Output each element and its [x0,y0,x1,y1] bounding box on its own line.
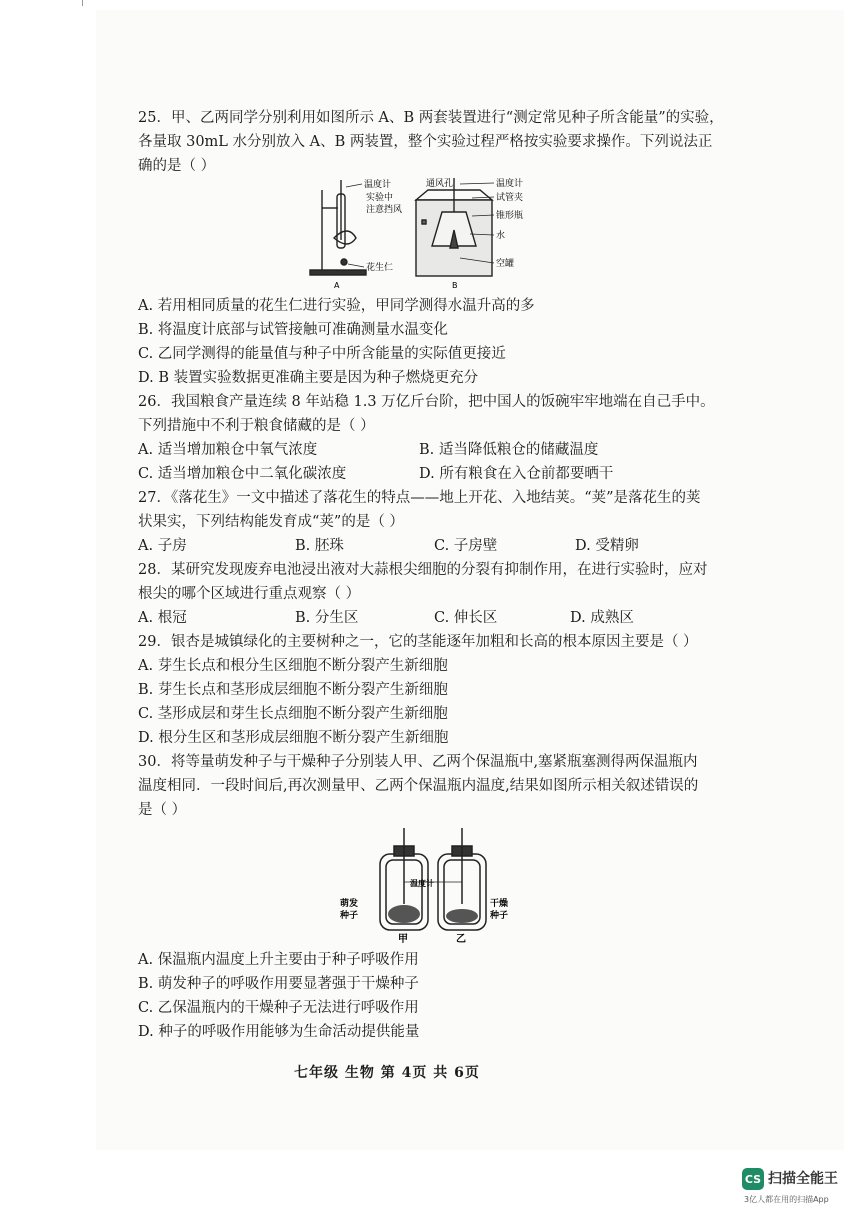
dry-seeds [446,909,478,923]
q25-stem-line3: 确的是（ ） [138,158,216,174]
camscanner-tagline: 3亿人都在用的扫描App [744,1195,829,1204]
apparatus-a [310,180,366,275]
q28-option-c: C. 伸长区 [434,610,498,626]
label-a-thermometer: 温度计 [364,180,392,190]
q28-option-b: B. 分生区 [295,610,359,626]
q28-stem-line2: 根尖的哪个区域进行重点观察（ ） [138,586,361,602]
q27-option-d: D. 受精卵 [575,538,639,554]
label-germinating-1: 萌发 [340,899,359,909]
label-thermometer: 温度计 [410,879,434,888]
scan-speck [82,0,83,6]
label-dry-2: 种子 [490,911,509,921]
label-b-vent: 通风孔 [426,179,454,189]
q26-option-b: B. 适当降低粮仓的储藏温度 [419,442,599,458]
q30-option-a: A. 保温瓶内温度上升主要由于种子呼吸作用 [138,952,419,968]
q25-stem-line1: 25．甲、乙两同学分别利用如图所示 A、B 两套装置进行“测定常见种子所含能量”的实验， [138,110,724,126]
label-a-note2: 注意挡风 [366,205,403,215]
q25-option-d: D. B 装置实验数据更准确主要是因为种子燃烧更充分 [138,370,479,386]
q27-option-a: A. 子房 [138,538,187,554]
label-germinating-2: 种子 [340,911,359,921]
q30-stem-line3: 是（ ） [138,802,187,818]
q30-option-b: B. 萌发种子的呼吸作用要显著强于干燥种子 [138,976,419,992]
q30-stem-line2: 温度相同．一段时间后,再次测量甲、乙两个保温瓶内温度,结果如图所示相关叙述错误的 [138,778,699,794]
q26-option-d: D. 所有粮食在入仓前都要晒干 [419,466,614,482]
q30-stem-line1: 30．将等量萌发种子与干燥种子分别装人甲、乙两个保温瓶中,塞紧瓶塞测得两保温瓶内 [138,754,698,770]
q28-option-d: D. 成熟区 [570,610,634,626]
caption-jia: 甲 [398,934,408,944]
q25-option-a: A. 若用相同质量的花生仁进行实验，甲同学测得水温升高的多 [138,298,535,314]
q29-option-d: D. 根分生区和茎形成层细胞不断分裂产生新细胞 [138,730,449,746]
q25-option-b: B. 将温度计底部与试管接触可准确测量水温变化 [138,322,448,338]
caption-a: A [334,281,340,290]
q30-figure [340,824,520,944]
q25-option-c: C. 乙同学测得的能量值与种子中所含能量的实际值更接近 [138,346,506,362]
label-b-water: 水 [496,231,506,241]
q27-stem-line1: 27．《落花生》一文中描述了落花生的特点——地上开花、入地结荚。“荚”是落花生的荚 [138,490,701,506]
caption-yi: 乙 [456,934,466,944]
q26-option-a: A. 适当增加粮仓中氧气浓度 [138,442,318,458]
q29-option-b: B. 芽生长点和茎形成层细胞不断分裂产生新细胞 [138,682,448,698]
germinating-seeds [388,905,420,923]
caption-b: B [452,281,458,290]
q25-stem-line2: 各量取 30mL 水分别放入 A、B 两装置，整个实验过程严格按实验要求操作。下列说法正 [138,134,713,150]
camscanner-logo: CS [742,1168,764,1190]
q29-option-c: C. 茎形成层和芽生长点细胞不断分裂产生新细胞 [138,706,448,722]
q30-option-d: D. 种子的呼吸作用能够为生命活动提供能量 [138,1024,420,1040]
page-footer: 七年级 生物 第 4页 共 6页 [294,1065,480,1081]
label-b-thermometer: 温度计 [496,179,524,189]
q26-option-c: C. 适当增加粮仓中二氧化碳浓度 [138,466,347,482]
q28-option-a: A. 根冠 [138,610,187,626]
label-b-clamp: 试管夹 [496,193,524,203]
label-dry-1: 干燥 [490,899,509,909]
label-a-peanut: 花生仁 [366,263,394,273]
q27-option-c: C. 子房壁 [434,538,498,554]
q27-option-b: B. 胚珠 [295,538,344,554]
q27-stem-line2: 状果实，下列结构能发育成“荚”的是（ ） [138,514,404,530]
q29-stem-line1: 29．银杏是城镇绿化的主要树种之一，它的茎能逐年加粗和长高的根本原因主要是（ ） [138,634,698,650]
q26-stem-line2: 下列措施中不利于粮食储藏的是（ ） [138,418,375,434]
q25-figure [304,176,544,290]
camscanner-name: 扫描全能王 [768,1171,838,1187]
q26-stem-line1: 26．我国粮食产量连续 8 年站稳 1.3 万亿斤台阶，把中国人的饭碗牢牢地端在自己手中。 [138,394,715,410]
label-b-can: 空罐 [496,259,515,269]
q28-stem-line1: 28．某研究发现废弃电池浸出液对大蒜根尖细胞的分裂有抑制作用，在进行实验时，应对 [138,562,708,578]
label-a-note1: 实验中 [366,193,394,203]
q30-option-c: C. 乙保温瓶内的干燥种子无法进行呼吸作用 [138,1000,419,1016]
label-b-flask: 锥形瓶 [496,211,524,221]
q29-option-a: A. 芽生长点和根分生区细胞不断分裂产生新细胞 [138,658,448,674]
